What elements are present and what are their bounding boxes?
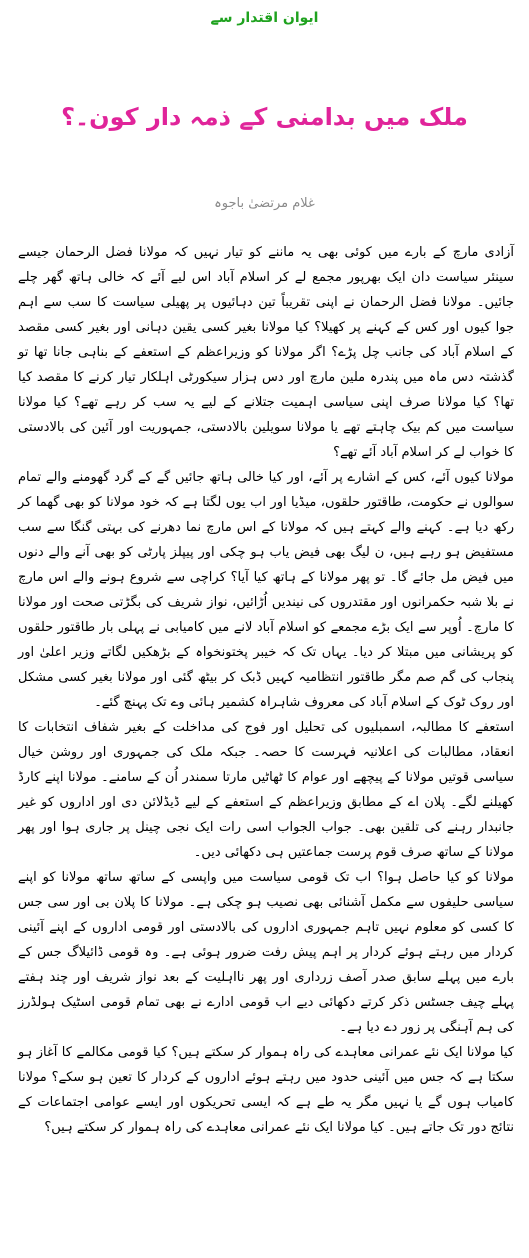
article-body xyxy=(18,240,514,1140)
section-kicker: ایوان اقتدار سے xyxy=(210,10,319,26)
paragraph: مولانا کو کیا حاصل ہوا؟ اب تک قومی سیاست میں واپسی کے ساتھ ساتھ مولانا کو اپنے سیاسی حلیفوں سے مکمل آشنائی بھی نصیب ہو چکی ہے۔ مولانا کا پلان بی اور سی جس کا کسی کو معلوم نہیں تاہم جمہوری اداروں کی بالادستی اور قومی اداروں کے اپنے آئینی کردار میں رہتے ہوئے کردار پر اہم پیش رفت ضرور ہوئی ہے۔ وہ قومی ڈائیلاگ جس کے بارے میں پہلے سابق صدر آصف زرداری اور پھر نااہلیت کے بعد نواز شریف اور چند ہفتے پہلے چیف جسٹس ذکر کرتے دکھائی دیے اب قومی ادارے نے بھی تمام قومی اسٹیک ہولڈرز کی ہم آہنگی پر زور دے دیا ہے۔ xyxy=(18,870,514,1035)
author-byline: غلام مرتضیٰ باجوہ xyxy=(214,196,315,211)
paragraph: مولانا کیوں آئے، کس کے اشارے پر آئے، اور کیا خالی ہاتھ جائیں گے کے گرد گھومنے والے تمام سوالوں نے حکومت، طاقتور حلقوں، میڈیا اور اب یوں لگتا ہے کہ خود مولانا کو بھی گھما کر رکھ دیا ہے۔ کہنے والے کہتے ہیں کہ مولانا کے اس مارچ نما دھرنے کی بہتی گنگا سے سب مستفیض ہو رہے ہیں، ن لیگ بھی فیض یاب ہو چکی اور پیپلز پارٹی کو بھی آنے والے دنوں میں فیض مل جائے گا۔ تو پھر مولانا کے ہاتھ کیا آیا؟ کراچی سے شروع ہونے والے اس مارچ نے بلا شبہ حکمرانوں اور مقتدروں کی نیندیں اُڑائیں، نواز شریف کی بگڑتی صحت اور مولانا کا مارچ۔ اُوپر سے ایک بڑے مجمعے کو اسلام آباد لانے میں کامیابی نے پہلی بار طاقتور حلقوں کو پریشانی میں مبتلا کر دیا۔ یہاں تک کہ خیبر پختونخواہ کے بڑھکیں لگاتے وزیر اعلیٰ اور پنجاب کی گم صم مگر طاقتور انتظامیہ کہیں ڈبک کر بیٹھ گئی اور مولانا بغیر کسی مشکل اور روک ٹوک کے اسلام آباد کی معروف شاہراہ کشمیر ہائی وے تک پہنچ گئے۔ xyxy=(18,470,514,710)
paragraph: کیا مولانا ایک نئے عمرانی معاہدے کی راہ ہموار کر سکتے ہیں؟ کیا قومی مکالمے کا آغاز ہو سکتا ہے کہ جس میں آئینی حدود میں رہتے ہوئے اداروں کے کردار کا تعین ہو سکے؟ مولانا کامیاب ہوں گے یا نہیں مگر یہ طے ہے کہ ایسی تحریکوں اور ایسے عوامی اجتماعات کے نتائج دور تک جاتے ہیں۔ کیا مولانا ایک نئے عمرانی معاہدے کی راہ ہموار کر سکتے ہیں؟ xyxy=(18,1045,514,1135)
paragraph: آزادی مارچ کے بارے میں کوئی بھی یہ ماننے کو تیار نہیں کہ مولانا فضل الرحمان جیسے سینئر سیاست دان ایک بھرپور مجمع لے کر اسلام آباد اس لیے آئے کہ خالی ہاتھ گھر چلے جائیں۔ مولانا فضل الرحمان نے اپنی تقریباً تین دہائیوں پر پھیلی سیاست کا سب سے اہم جوا کیوں اور کس کے کہنے پر کھیلا؟ کیا مولانا بغیر کسی یقین دہانی اور بغیر کسی مقصد کے اسلام آباد کی جانب چل پڑے؟ اگر مولانا کو وزیراعظم کے استعفے کے بناہی جانا تھا تو گذشتہ دس ماہ میں پندرہ ملین مارچ اور دس ہزار سیکورٹی اہلکار تیار کرنے کا مقصد کیا تھا؟ کیا مولانا صرف اپنی سیاسی اہمیت جتلانے کے لیے یہ سب کر رہے تھے؟ کیا مولانا سیاست میں کم بیک چاہتے تھے یا مولانا سویلین بالادستی، جمہوریت اور آئین کی بالادستی کا خواب لے کر اسلام آباد آئے تھے؟ xyxy=(18,245,514,460)
paragraph: استعفے کا مطالبہ، اسمبلیوں کی تحلیل اور فوج کی مداخلت کے بغیر شفاف انتخابات کا انعقاد، مطالبات کی اعلانیہ فہرست کا حصہ۔ جبکہ ملک کی جمہوری اور روشن خیال سیاسی قوتیں مولانا کے پیچھے اور عوام کا ٹھاٹیں مارتا سمندر اُن کے سامنے۔ مولانا اپنے کارڈ کھیلنے لگے۔ پلان اے کے مطابق وزیراعظم کے استعفے کے لیے ڈیڈلائن دی اور اداروں کو غیر جانبدار رہنے کی تلقین بھی۔ جواب الجواب اسی رات ایک نجی چینل پر جاری ہوا اور پھر مولانا کے ساتھ صرف قوم پرست جماعتیں ہی دکھائی دیں۔ xyxy=(18,720,514,860)
article-headline: ملک میں بدامنی کے ذمہ دار کون۔؟ xyxy=(61,103,468,131)
